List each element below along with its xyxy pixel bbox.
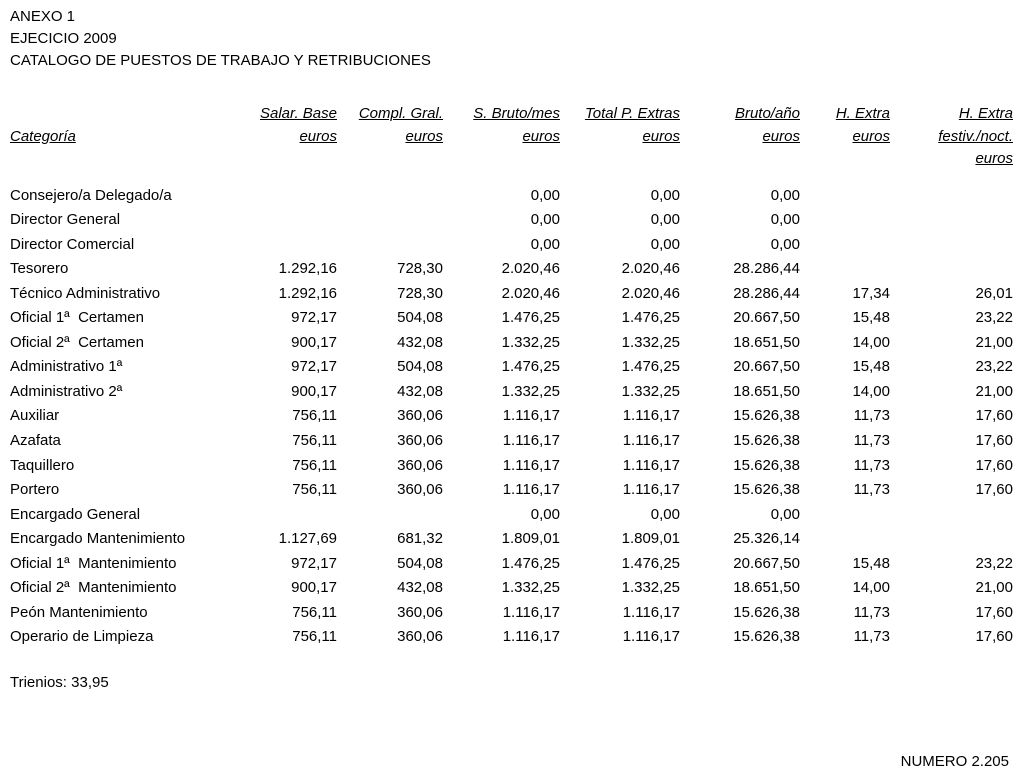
- unit-label-euros-3: euros: [522, 127, 560, 145]
- value-cell: 2.020,46: [501, 260, 560, 278]
- table-row: [10, 282, 1013, 307]
- table-row: [10, 576, 1013, 601]
- value-cell: 0,00: [530, 211, 560, 229]
- table-row: [10, 355, 1013, 380]
- value-cell: 728,30: [397, 260, 443, 278]
- value-cell: 756,11: [292, 456, 337, 474]
- value-cell: 20.667,50: [733, 554, 800, 572]
- value-cell: 432,08: [397, 333, 443, 351]
- col-header-salar-base: Salar. Base: [260, 105, 337, 122]
- value-cell: 1.332,25: [621, 382, 680, 400]
- category-cell: Auxiliar: [10, 407, 60, 425]
- category-cell: Taquillero: [10, 456, 75, 474]
- page-number: NUMERO 2.205: [900, 753, 1009, 770]
- value-cell: 11,73: [853, 407, 890, 425]
- value-cell: 17,60: [975, 456, 1013, 474]
- value-cell: 1.332,25: [621, 333, 680, 351]
- value-cell: 972,17: [291, 554, 337, 572]
- value-cell: [800, 233, 890, 258]
- value-cell: 26,01: [975, 284, 1013, 302]
- value-cell: 432,08: [397, 579, 443, 597]
- table-header: [10, 103, 1013, 184]
- table-row: [10, 404, 1013, 429]
- header-row-3: [10, 148, 1013, 184]
- value-cell: 17,60: [975, 407, 1013, 425]
- value-cell: 1.116,17: [502, 456, 560, 474]
- value-cell: 14,00: [852, 579, 890, 597]
- value-cell: 15.626,38: [733, 603, 800, 621]
- value-cell: 0,00: [770, 505, 800, 523]
- value-cell: [337, 208, 443, 233]
- table-row: [10, 257, 1013, 282]
- header-row-2: [10, 126, 1013, 149]
- value-cell: 1.116,17: [622, 603, 680, 621]
- fiscal-year: EJECICIO 2009: [10, 30, 117, 47]
- value-cell: [337, 233, 443, 258]
- category-cell: Encargado Mantenimiento: [10, 530, 186, 548]
- value-cell: [337, 184, 443, 209]
- col-header-bruto-ano: Bruto/año: [734, 105, 800, 122]
- unit-label-euros-7: euros: [975, 150, 1013, 167]
- value-cell: 17,60: [975, 481, 1013, 499]
- category-cell: Peón Mantenimiento: [10, 603, 148, 621]
- value-cell: 17,60: [975, 628, 1013, 646]
- value-cell: [800, 257, 890, 282]
- value-cell: 25.326,14: [733, 530, 800, 548]
- value-cell: 0,00: [530, 505, 560, 523]
- value-cell: 0,00: [770, 186, 800, 204]
- table-row: [10, 429, 1013, 454]
- value-cell: 18.651,50: [733, 333, 800, 351]
- unit-label-festiv-noct: festiv./noct.: [938, 127, 1013, 145]
- value-cell: 900,17: [291, 579, 337, 597]
- table-row: [10, 380, 1013, 405]
- value-cell: 756,11: [292, 603, 337, 621]
- value-cell: 11,73: [853, 431, 890, 449]
- value-cell: 11,73: [853, 603, 890, 621]
- value-cell: 1.292,16: [278, 284, 337, 302]
- value-cell: 1.116,17: [622, 628, 680, 646]
- value-cell: [800, 184, 890, 209]
- category-cell: Oficial 1ª Certamen: [10, 309, 144, 327]
- value-cell: 1.332,25: [501, 382, 560, 400]
- unit-label-euros-1: euros: [299, 127, 337, 145]
- value-cell: 0,00: [650, 186, 680, 204]
- salary-table: [10, 103, 1013, 650]
- category-cell: Oficial 2ª Certamen: [10, 333, 144, 351]
- value-cell: 1.116,17: [622, 456, 680, 474]
- value-cell: 900,17: [291, 382, 337, 400]
- value-cell: 20.667,50: [733, 309, 800, 327]
- annex-title: ANEXO 1: [10, 8, 76, 25]
- value-cell: 15,48: [852, 309, 890, 327]
- value-cell: 681,32: [397, 530, 443, 548]
- value-cell: [890, 257, 1013, 282]
- value-cell: 1.116,17: [502, 481, 560, 499]
- col-header-compl-gral: Compl. Gral.: [358, 105, 443, 122]
- value-cell: 15.626,38: [733, 628, 800, 646]
- col-header-h-extra-festiv: H. Extra: [958, 105, 1013, 122]
- value-cell: 1.116,17: [622, 407, 680, 425]
- value-cell: [890, 208, 1013, 233]
- value-cell: 0,00: [770, 211, 800, 229]
- table-row: [10, 625, 1013, 650]
- value-cell: 1.476,25: [621, 309, 680, 327]
- value-cell: [890, 527, 1013, 552]
- table-row: [10, 601, 1013, 626]
- value-cell: 15,48: [852, 554, 890, 572]
- value-cell: [337, 503, 443, 528]
- category-cell: Tesorero: [10, 260, 69, 278]
- value-cell: [800, 208, 890, 233]
- value-cell: 21,00: [975, 579, 1013, 597]
- header-spacer: [10, 103, 250, 126]
- category-cell: Azafata: [10, 431, 61, 449]
- value-cell: [250, 184, 337, 209]
- category-cell: Oficial 2ª Mantenimiento: [10, 579, 177, 597]
- table-row: [10, 527, 1013, 552]
- value-cell: 20.667,50: [733, 358, 800, 376]
- value-cell: 0,00: [530, 186, 560, 204]
- table-row: [10, 552, 1013, 577]
- value-cell: 360,06: [397, 481, 443, 499]
- value-cell: 11,73: [853, 481, 890, 499]
- value-cell: 1.116,17: [502, 628, 560, 646]
- value-cell: 756,11: [292, 481, 337, 499]
- col-header-total-p-extras: Total P. Extras: [584, 105, 680, 122]
- value-cell: 360,06: [397, 407, 443, 425]
- value-cell: 11,73: [853, 456, 890, 474]
- value-cell: 360,06: [397, 628, 443, 646]
- value-cell: 900,17: [291, 333, 337, 351]
- value-cell: 17,60: [975, 431, 1013, 449]
- value-cell: 728,30: [397, 284, 443, 302]
- value-cell: 1.809,01: [621, 530, 680, 548]
- value-cell: 756,11: [292, 407, 337, 425]
- value-cell: 360,06: [397, 456, 443, 474]
- value-cell: 1.116,17: [502, 407, 560, 425]
- value-cell: 1.127,69: [278, 530, 337, 548]
- category-cell: Consejero/a Delegado/a: [10, 186, 172, 204]
- value-cell: 1.116,17: [622, 481, 680, 499]
- unit-label-euros-5: euros: [762, 127, 800, 145]
- col-header-categoria: Categoría: [10, 127, 76, 145]
- value-cell: 14,00: [852, 333, 890, 351]
- value-cell: 432,08: [397, 382, 443, 400]
- value-cell: 23,22: [975, 554, 1013, 572]
- value-cell: [250, 208, 337, 233]
- value-cell: 28.286,44: [733, 260, 800, 278]
- value-cell: 1.292,16: [278, 260, 337, 278]
- value-cell: 15.626,38: [733, 456, 800, 474]
- value-cell: [890, 503, 1013, 528]
- value-cell: 1.476,25: [501, 358, 560, 376]
- value-cell: 756,11: [292, 628, 337, 646]
- table-row: [10, 233, 1013, 258]
- value-cell: [250, 233, 337, 258]
- table-row: [10, 208, 1013, 233]
- value-cell: 360,06: [397, 431, 443, 449]
- table-row: [10, 454, 1013, 479]
- table-row: [10, 306, 1013, 331]
- value-cell: 11,73: [853, 628, 890, 646]
- value-cell: 21,00: [975, 382, 1013, 400]
- document-title: CATALOGO DE PUESTOS DE TRABAJO Y RETRIBUCIONES: [10, 52, 431, 69]
- value-cell: 28.286,44: [733, 284, 800, 302]
- value-cell: 1.116,17: [502, 431, 560, 449]
- value-cell: [890, 233, 1013, 258]
- value-cell: 1.476,25: [501, 554, 560, 572]
- unit-label-euros-2: euros: [405, 127, 443, 145]
- value-cell: 23,22: [975, 309, 1013, 327]
- value-cell: 1.476,25: [621, 358, 680, 376]
- value-cell: 0,00: [530, 235, 560, 253]
- value-cell: 21,00: [975, 333, 1013, 351]
- category-cell: Portero: [10, 481, 60, 499]
- value-cell: 1.116,17: [502, 603, 560, 621]
- col-header-s-bruto-mes: S. Bruto/mes: [473, 105, 560, 122]
- category-cell: Director Comercial: [10, 235, 135, 253]
- value-cell: 23,22: [975, 358, 1013, 376]
- value-cell: 1.332,25: [621, 579, 680, 597]
- value-cell: 2.020,46: [621, 284, 680, 302]
- value-cell: 756,11: [292, 431, 337, 449]
- value-cell: 18.651,50: [733, 382, 800, 400]
- table-row: [10, 503, 1013, 528]
- table-row: [10, 184, 1013, 209]
- value-cell: [800, 503, 890, 528]
- value-cell: 2.020,46: [621, 260, 680, 278]
- value-cell: 17,60: [975, 603, 1013, 621]
- value-cell: 972,17: [291, 309, 337, 327]
- value-cell: 1.476,25: [621, 554, 680, 572]
- value-cell: 15.626,38: [733, 481, 800, 499]
- table-row: [10, 478, 1013, 503]
- unit-label-euros-6: euros: [852, 127, 890, 145]
- value-cell: 1.332,25: [501, 579, 560, 597]
- value-cell: 15.626,38: [733, 407, 800, 425]
- value-cell: [890, 184, 1013, 209]
- category-cell: Técnico Administrativo: [10, 284, 161, 302]
- unit-label-euros-4: euros: [642, 127, 680, 145]
- value-cell: 18.651,50: [733, 579, 800, 597]
- category-cell: Administrativo 2ª: [10, 382, 123, 400]
- value-cell: 15.626,38: [733, 431, 800, 449]
- category-cell: Oficial 1ª Mantenimiento: [10, 554, 177, 572]
- value-cell: 504,08: [397, 309, 443, 327]
- value-cell: [800, 527, 890, 552]
- category-cell: Encargado General: [10, 505, 141, 523]
- value-cell: 1.809,01: [501, 530, 560, 548]
- table-row: [10, 331, 1013, 356]
- value-cell: 14,00: [852, 382, 890, 400]
- value-cell: 2.020,46: [501, 284, 560, 302]
- value-cell: 0,00: [650, 505, 680, 523]
- value-cell: 0,00: [650, 211, 680, 229]
- value-cell: 0,00: [650, 235, 680, 253]
- value-cell: 504,08: [397, 554, 443, 572]
- trienios-note: Trienios: 33,95: [10, 673, 109, 691]
- value-cell: 17,34: [852, 284, 890, 302]
- col-header-h-extra: H. Extra: [835, 105, 890, 122]
- value-cell: 972,17: [291, 358, 337, 376]
- category-cell: Operario de Limpieza: [10, 628, 154, 646]
- category-cell: Director General: [10, 211, 121, 229]
- title-block: [10, 6, 1013, 72]
- value-cell: 504,08: [397, 358, 443, 376]
- value-cell: [250, 503, 337, 528]
- value-cell: 1.476,25: [501, 309, 560, 327]
- value-cell: 360,06: [397, 603, 443, 621]
- table-body: [10, 184, 1013, 650]
- value-cell: 1.116,17: [622, 431, 680, 449]
- value-cell: 1.332,25: [501, 333, 560, 351]
- category-cell: Administrativo 1ª: [10, 358, 123, 376]
- header-row-1: [10, 103, 1013, 126]
- value-cell: 15,48: [852, 358, 890, 376]
- value-cell: 0,00: [770, 235, 800, 253]
